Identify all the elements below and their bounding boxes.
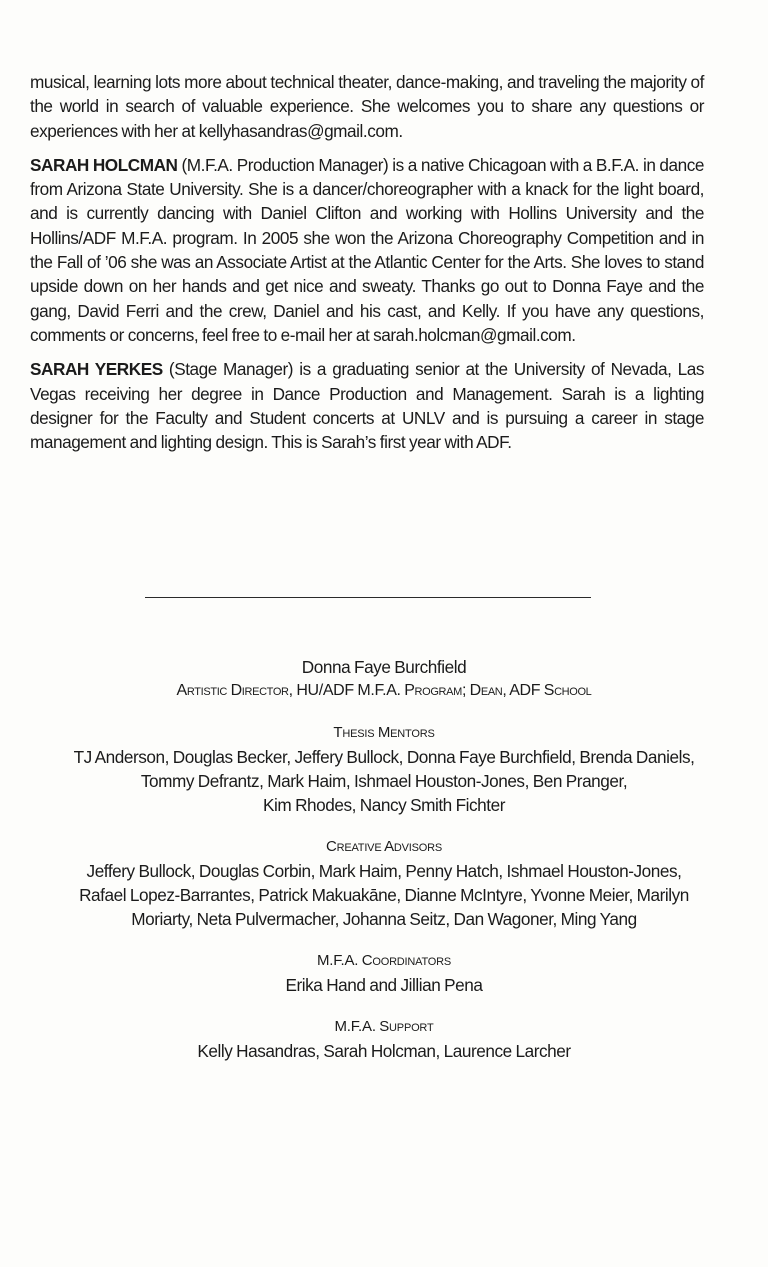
bio-text: (Stage Manager) is a graduating senior at the University of Nevada, Las Vegas receiving her degree in Dance Production and Management. Sarah is a lighting designer for the Faculty and Student concerts at UNLV and is pursuing a career in stage management and lighting design. This is Sarah’s first year with ADF.: [30, 359, 704, 453]
credit-role: M.F.A. Coordinators: [316, 952, 452, 969]
credit-names-line: Rafael Lopez-Barrantes, Patrick Makuakāne, Dianne McIntyre, Yvonne Meier, Marilyn: [79, 885, 689, 905]
bio-sarah-yerkes: [30, 357, 704, 454]
bio-continuation: musical, learning lots more about technical theater, dance-making, and traveling the majority of the world in search of valuable experience. She welcomes you to share any questions or experiences with her at kellyhasandras@gmail.com.: [30, 72, 704, 141]
credit-name: Donna Faye Burchfield: [301, 657, 467, 677]
credit-names-line: Erika Hand and Jillian Pena: [285, 975, 483, 995]
bio-sarah-holcman: [30, 153, 704, 347]
credit-creative-advisors: [24, 835, 744, 931]
credit-role: Thesis Mentors: [333, 724, 435, 741]
credit-names-line: Moriarty, Neta Pulvermacher, Johanna Seitz, Dan Wagoner, Ming Yang: [131, 909, 637, 929]
credit-names-line: Jeffery Bullock, Douglas Corbin, Mark Haim, Penny Hatch, Ishmael Houston-Jones,: [86, 861, 682, 881]
credit-names-line: Kelly Hasandras, Sarah Holcman, Laurence Larcher: [197, 1041, 571, 1061]
credit-title: Artistic Director, HU/ADF M.F.A. Program; Dean, ADF School: [176, 682, 592, 699]
credit-coordinators: [24, 949, 744, 997]
credit-names-line: TJ Anderson, Douglas Becker, Jeffery Bullock, Donna Faye Burchfield, Brenda Daniels,: [73, 747, 695, 767]
credit-role: M.F.A. Support: [334, 1018, 434, 1035]
credit-role: Creative Advisors: [325, 838, 443, 855]
credit-names-line: Kim Rhodes, Nancy Smith Fichter: [263, 795, 505, 815]
credits-section: [24, 655, 744, 1081]
section-divider: [145, 597, 591, 598]
bio-text: (M.F.A. Production Manager) is a native Chicagoan with a B.F.A. in dance from Arizona State University. She is a dancer/choreographer with a knack for the light board, and is currently dancing with Daniel Clifton and working with Hollins University and the Hollins/ADF M.F.A. program. In 2005 she won the Arizona Choreography Competition and in the Fall of ’06 she was an Associate Artist at the Atlantic Center for the Arts. She loves to stand upside down on her hands and get nice and sweaty. Thanks go out to Donna Faye and the gang, David Ferri and the crew, Daniel and his cast, and Kelly. If you have any questions, comments or concerns, feel free to e-mail her at sarah.holcman@gmail.com.: [30, 154, 704, 345]
credit-names-line: Tommy Defrantz, Mark Haim, Ishmael Houston-Jones, Ben Pranger,: [140, 771, 628, 791]
credit-artistic-director: [24, 655, 744, 703]
bio-name: SARAH YERKES: [30, 359, 163, 380]
credit-support: [24, 1015, 744, 1063]
bio-name: SARAH HOLCMAN: [30, 154, 178, 175]
credit-thesis-mentors: [24, 721, 744, 817]
bio-section: [30, 70, 704, 464]
